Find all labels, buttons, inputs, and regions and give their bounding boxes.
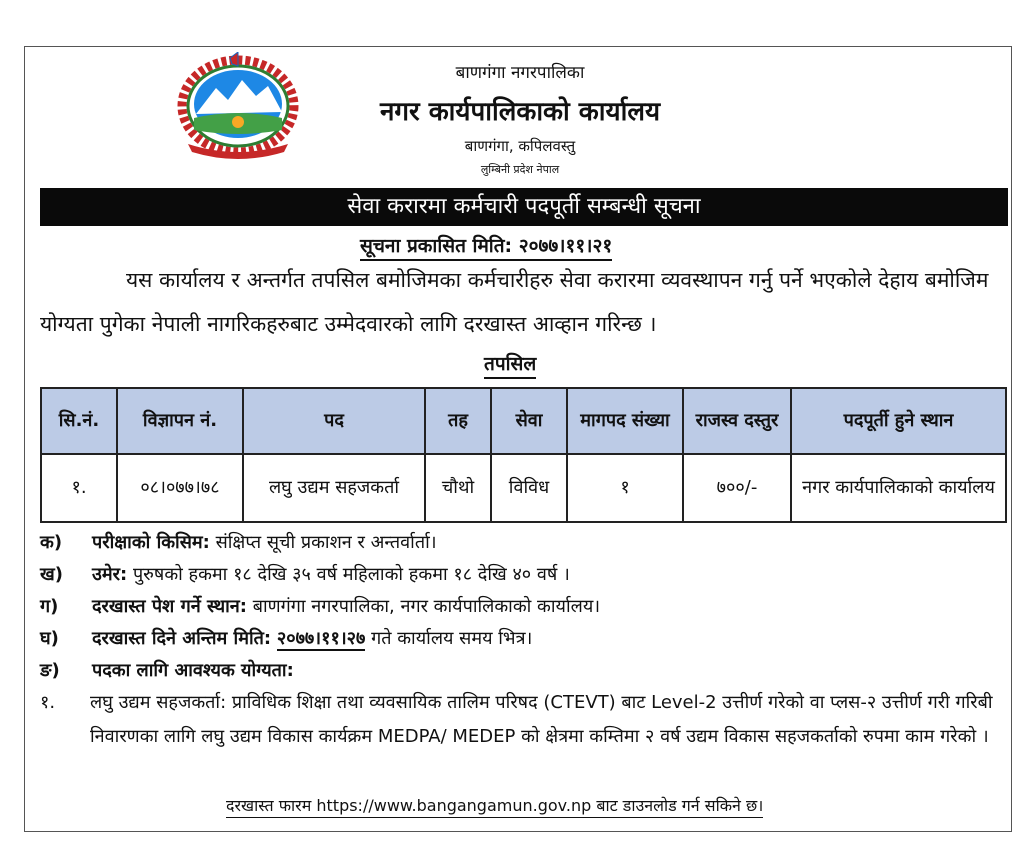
cell-demand: १ xyxy=(567,454,683,522)
header-fee: राजस्व दस्तुर xyxy=(683,388,791,454)
government-emblem-icon xyxy=(176,52,300,160)
header-demand: मागपद संख्या xyxy=(567,388,683,454)
cell-level: चौथो xyxy=(425,454,491,522)
province-name: लुम्बिनी प्रदेश नेपाल xyxy=(480,163,560,176)
deadline-item xyxy=(40,626,1010,650)
item-value: पुरुषको हकमा १८ देखि ३५ वर्ष महिलाको हकमा १८ देखि ४० वर्ष । xyxy=(132,564,570,585)
schedule-heading: तपसिल xyxy=(484,350,536,379)
cell-sn: १. xyxy=(41,454,117,522)
qualification-text: प्राविधिक शिक्षा तथा व्यवसायिक तालिम परिषद (CTEVT) बाट Level-2 उत्तीर्ण गरेको वा प्लस-२ उत्तीर्ण गरी गरिबी निवारणका लागि लघु उद्यम विकास कार्यक्रम MEDPA/ MEDEP को क्षेत्रमा कम्तिमा २ वर्ष उद्यम विकास सहजकर्ताको रुपमा काम गरेको । xyxy=(90,692,993,747)
header-level: तह xyxy=(425,388,491,454)
item-label: पदका लागि आवश्यक योग्यता: xyxy=(92,660,294,681)
item-label: दरखास्त दिने अन्तिम मिति: xyxy=(92,628,272,649)
office-name: नगर कार्यपालिकाको कार्यालय xyxy=(379,97,661,127)
cell-location: नगर कार्यपालिकाको कार्यालय xyxy=(791,454,1006,522)
item-key: ङ) xyxy=(40,660,60,681)
office-address: बाणगंगा, कपिलवस्तु xyxy=(464,137,576,155)
item-key: ख) xyxy=(40,564,63,585)
cell-post: लघु उद्यम सहजकर्ता xyxy=(243,454,425,522)
item-label: उमेर: xyxy=(92,564,128,585)
exam-type-item xyxy=(40,530,1010,554)
deadline-date: २०७७।११।२७ xyxy=(276,628,366,649)
header-ad-no: विज्ञापन नं. xyxy=(117,388,243,454)
item-value: गते कार्यालय समय भित्र। xyxy=(371,628,533,649)
qualification-heading-item xyxy=(40,658,1010,682)
header-post: पद xyxy=(243,388,425,454)
download-note: दरखास्त फारम https://www.bangangamun.gov.np बाट डाउनलोड गर्न सकिने छ। xyxy=(226,794,763,818)
table-row xyxy=(41,454,1006,522)
item-value: संक्षिप्त सूची प्रकाशन र अन्तर्वार्ता। xyxy=(215,532,437,553)
header-sn: सि.नं. xyxy=(41,388,117,454)
municipality-name: बाणगंगा नगरपालिका xyxy=(455,63,585,83)
item-key: क) xyxy=(40,532,63,553)
table-header-row xyxy=(41,388,1006,454)
cell-ad-no: ०८।०७७।७८ xyxy=(117,454,243,522)
cell-fee: ७००/- xyxy=(683,454,791,522)
item-key: घ) xyxy=(40,628,59,649)
qualification-number: १. xyxy=(40,692,56,713)
notice-body: यस कार्यालय र अन्तर्गत तपसिल बमोजिमका कर्मचारीहरु सेवा करारमा व्यवस्थापन गर्नु पर्ने भएकोले देहाय बमोजिम योग्यता पुगेका नेपाली नागरिकहरुबाट उम्मेदवारको लागि दरखास्त आव्हान गरिन्छ । xyxy=(40,268,989,336)
vacancy-table xyxy=(40,387,1007,523)
header-service: सेवा xyxy=(491,388,567,454)
header-location: पदपूर्ती हुने स्थान xyxy=(791,388,1006,454)
published-date: सूचना प्रकासित मिति: २०७७।११।२१ xyxy=(360,232,612,261)
item-label: दरखास्त पेश गर्ने स्थान: xyxy=(92,596,247,617)
item-key: ग) xyxy=(40,596,59,617)
notice-title: सेवा करारमा कर्मचारी पदपूर्ती सम्बन्धी सूचना xyxy=(40,188,1008,226)
age-item xyxy=(40,562,1010,586)
qualification-paragraph xyxy=(40,686,1010,754)
item-label: परीक्षाको किसिम: xyxy=(92,532,210,553)
cell-service: विविध xyxy=(491,454,567,522)
submission-place-item xyxy=(40,594,1010,618)
item-value: बाणगंगा नगरपालिका, नगर कार्यपालिकाको कार्यालय। xyxy=(252,596,601,617)
qualification-label: लघु उद्यम सहजकर्ता: xyxy=(90,692,227,713)
